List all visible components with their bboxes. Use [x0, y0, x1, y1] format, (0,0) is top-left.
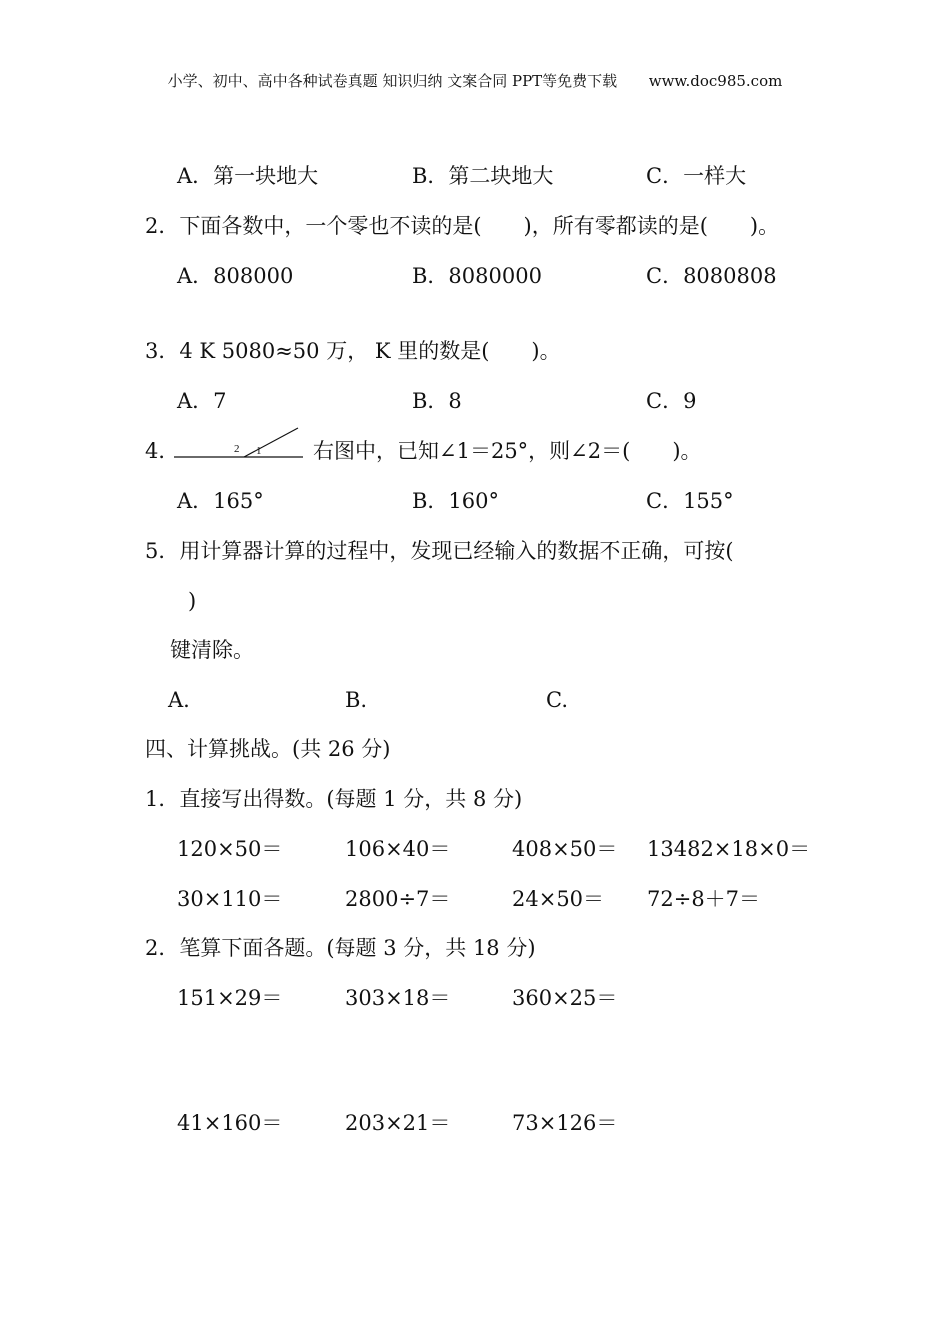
page-header	[0, 70, 950, 91]
q3-option-b: B．8	[412, 389, 462, 413]
q5-stem: 5．用计算器计算的过程中，发现已经输入的数据不正确，可按(	[145, 539, 734, 563]
written-calc-item: 303×18＝	[345, 986, 451, 1010]
written-calc-item: 151×29＝	[177, 986, 283, 1010]
q2-option-a: A．808000	[177, 264, 294, 288]
written-calc-item: 203×21＝	[345, 1111, 451, 1135]
q4-option-c: C．155°	[646, 489, 734, 513]
q5-option-c: C.	[546, 688, 568, 712]
calc-item: 408×50＝	[512, 837, 618, 861]
part-2-title: 2．笔算下面各题。(每题 3 分，共 18 分)	[145, 936, 536, 960]
q4-stem: 右图中，已知∠1＝25°，则∠2＝( )。	[313, 439, 702, 463]
q4-option-b: B．160°	[412, 489, 500, 513]
written-calc-item: 73×126＝	[512, 1111, 618, 1135]
written-calc-item: 360×25＝	[512, 986, 618, 1010]
header-site: www.doc985.com	[648, 72, 783, 90]
angle-diagram	[172, 424, 307, 460]
q3-option-a: A．7	[177, 389, 227, 413]
angle-ray	[244, 428, 298, 457]
q5-stem-continued: 键清除。	[170, 638, 254, 662]
angle-label-2: 2	[234, 443, 240, 455]
q4-option-a: A．165°	[177, 489, 264, 513]
part-1-title: 1．直接写出得数。(每题 1 分，共 8 分)	[145, 787, 523, 811]
calc-item: 24×50＝	[512, 887, 605, 911]
q1-option-c: C．一样大	[646, 164, 747, 188]
q1-option-b: B．第二块地大	[412, 164, 554, 188]
q1-option-a: A．第一块地大	[177, 164, 319, 188]
calc-item: 106×40＝	[345, 837, 451, 861]
q2-option-b: B．8080000	[412, 264, 542, 288]
header-text: 小学、初中、高中各种试卷真题 知识归纳 文案合同 PPT等免费下载	[167, 72, 618, 90]
q3-option-c: C．9	[646, 389, 697, 413]
q2-stem: 2．下面各数中，一个零也不读的是( )，所有零都读的是( )。	[145, 214, 780, 238]
calc-item: 13482×18×0＝	[647, 837, 811, 861]
q4-number: 4．	[145, 439, 180, 463]
q5-paren-close: )	[188, 589, 197, 613]
angle-label-1: 1	[256, 445, 262, 457]
calc-item: 2800÷7＝	[345, 887, 451, 911]
q3-stem: 3．4 K 5080≈50 万， K 里的数是( )。	[145, 339, 561, 363]
written-calc-item: 41×160＝	[177, 1111, 283, 1135]
calc-item: 120×50＝	[177, 837, 283, 861]
q2-option-c: C．8080808	[646, 264, 777, 288]
calc-item: 30×110＝	[177, 887, 283, 911]
q5-option-a: A.	[168, 688, 190, 712]
q5-option-b: B.	[345, 688, 368, 712]
section-4-title: 四、计算挑战。(共 26 分)	[145, 737, 391, 761]
calc-item: 72÷8＋7＝	[647, 887, 761, 911]
